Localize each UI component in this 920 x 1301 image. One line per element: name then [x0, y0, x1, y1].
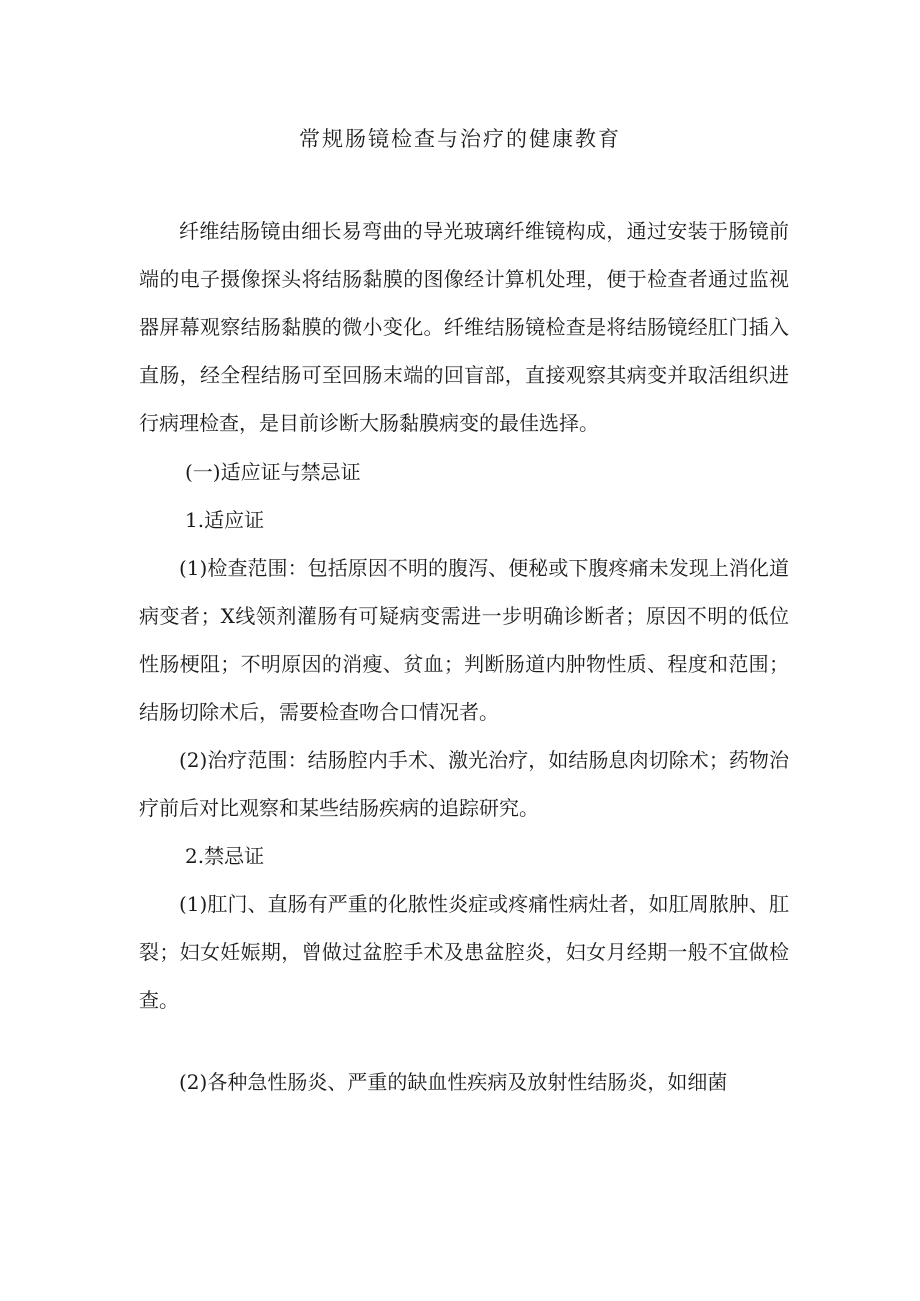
document-title: 常规肠镜检查与治疗的健康教育: [299, 127, 621, 151]
contraindication-item-1-paragraph: (1)肛门、直肠有严重的化脓性炎症或疼痛性病灶者，如肛周脓肿、肛裂；妇女妊娠期，曾做过盆腔手术及患盆腔炎，妇女月经期一般不宜做检查。: [139, 892, 789, 1012]
section-heading-indications-contraindications: (一)适应证与禁忌证: [185, 460, 361, 484]
intro-paragraph: 纤维结肠镜由细长易弯曲的导光玻璃纤维镜构成，通过安装于肠镜前端的电子摄像探头将结肠黏膜的图像经计算机处理，便于检查者通过监视器屏幕观察结肠黏膜的微小变化。纤维结肠镜检查是将结肠镜经肛门插入直肠，经全程结肠可至回肠末端的回盲部，直接观察其病变并取活组织进行病理检查，是目前诊断大肠黏膜病变的最佳选择。: [139, 219, 789, 435]
subheading-contraindications: 2.禁忌证: [185, 844, 265, 868]
indication-exam-scope-paragraph: (1)检查范围：包括原因不明的腹泻、便秘或下腹疼痛未发现上消化道病变者；X线领剂灌肠有可疑病变需进一步明确诊断者；原因不明的低位性肠梗阻；不明原因的消瘦、贫血；判断肠道内肿物性质、程度和范围；结肠切除术后，需要检查吻合口情况者。: [139, 556, 789, 724]
contraindication-item-2-paragraph: (2)各种急性肠炎、严重的缺血性疾病及放射性结肠炎，如细菌: [179, 1070, 728, 1094]
indication-treatment-scope-paragraph: (2)治疗范围：结肠腔内手术、激光治疗，如结肠息肉切除术；药物治疗前后对比观察和某些结肠疾病的追踪研究。: [139, 748, 789, 820]
subheading-indications: 1.适应证: [185, 508, 265, 532]
